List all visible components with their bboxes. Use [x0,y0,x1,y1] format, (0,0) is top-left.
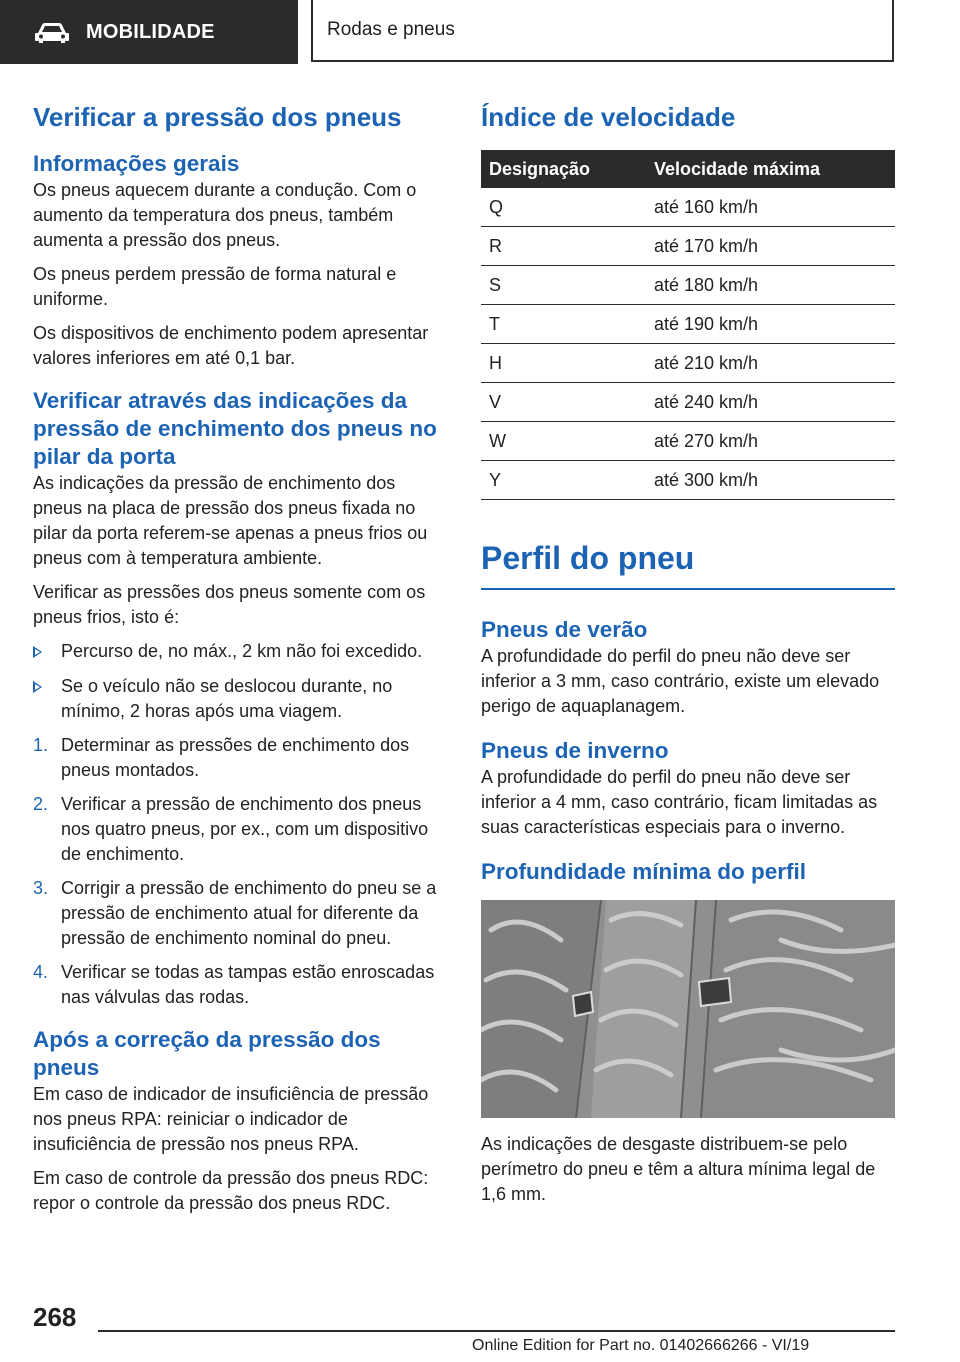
step-number: 2. [33,794,49,814]
paragraph: Em caso de controle da pressão dos pneus RDC: repor o controle da pressão dos pneus RDC. [33,1168,429,1213]
footer-divider [98,1330,895,1332]
header-chapter-label: Rodas e pneus [327,19,455,40]
bullet-item: Se o veículo não se deslocou durante, no mínimo, 2 horas após uma viagem. [33,674,448,724]
figure-caption: As indicações de desgaste distribuem-se pelo perímetro do pneu e têm a altura mínima legal de 1,6 mm. [481,1134,876,1204]
paragraph: A profundidade do perfil do pneu não deve ser inferior a 3 mm, caso contrário, existe um elevado perigo de aquaplanagem. [481,646,880,716]
heading-minimum-depth: Profundidade mínima do perfil [481,859,807,884]
heading-after-correction: Após a correção da pressão dos pneus [33,1027,381,1080]
heading-winter-tyres: Pneus de inverno [481,738,669,763]
paragraph: As indicações da pressão de enchimento dos pneus na placa de pressão dos pneus fixada no pilar da porta referem-se apenas a pneus frios ou pneus com à temperatura ambiente. [33,473,428,568]
section-title-pressure: Verificar a pressão dos pneus [33,102,402,132]
paragraph: Os pneus perdem pressão de forma natural e uniforme. [33,264,397,309]
paragraph: A profundidade do perfil do pneu não deve ser inferior a 4 mm, caso contrário, ficam limitadas as suas características especiais para o inverno. [481,767,878,837]
step-item: 1. Determinar as pressões de enchimento dos pneus montados. [33,733,448,783]
paragraph: Em caso de indicador de insuficiência de pressão nos pneus RPA: reiniciar o indicador de insuficiência de pressão nos pneus RPA. [33,1084,429,1154]
table-row: Q até 160 km/h [481,188,895,227]
header-section-label: MOBILIDADE [86,20,215,43]
table-row: T até 190 km/h [481,305,895,344]
bullet-item: Percurso de, no máx., 2 km não foi excedido. [33,639,448,665]
table-header-cell: Designação [481,150,634,188]
paragraph: Verificar as pressões dos pneus somente com os pneus frios, isto é: [33,582,426,627]
title-divider [481,588,895,590]
tyre-tread-wear-indicator-illustration [481,900,895,1118]
bullet-list [33,639,448,724]
step-item: 3. Corrigir a pressão de enchimento do pneu se a pressão de enchimento atual for diferente da pressão de enchimento nominal do pneu. [33,876,448,951]
right-column [481,100,895,1216]
left-column [33,100,448,1225]
step-number: 1. [33,735,49,755]
heading-summer-tyres: Pneus de verão [481,617,648,642]
step-number: 4. [33,962,49,982]
table-row: V até 240 km/h [481,383,895,422]
header-chapter-tab [311,0,894,62]
table-row: S até 180 km/h [481,266,895,305]
table-header-row [481,150,895,188]
header-section-tab [0,0,298,64]
section-title-speed-index: Índice de velocidade [481,102,736,132]
numbered-steps [33,733,448,1010]
speed-index-table [481,150,895,500]
heading-general-info: Informações gerais [33,151,240,176]
table-row: R até 170 km/h [481,227,895,266]
step-item: 2. Verificar a pressão de enchimento dos pneus nos quatro pneus, por ex., com um dispositivo de enchimento. [33,792,448,867]
triangle-bullet-icon [33,646,42,658]
table-row: W até 270 km/h [481,422,895,461]
step-item: 4. Verificar se todas as tampas estão enroscadas nas válvulas das rodas. [33,960,448,1010]
table-header-cell: Velocidade máxima [634,150,895,188]
paragraph: Os pneus aquecem durante a condução. Com o aumento da temperatura dos pneus, também aumenta a pressão dos pneus. [33,180,417,250]
heading-door-pillar-check: Verificar através das indicações da pressão de enchimento dos pneus no pilar da porta [33,388,437,469]
page-number: 268 [33,1302,77,1332]
paragraph: Os dispositivos de enchimento podem apresentar valores inferiores em até 0,1 bar. [33,323,429,368]
car-icon [34,20,70,44]
section-title-tyre-profile: Perfil do pneu [481,540,695,576]
footer-edition-text: Online Edition for Part no. 01402666266 - VI/19 [472,1337,810,1354]
table-row: H até 210 km/h [481,344,895,383]
table-row: Y até 300 km/h [481,461,895,500]
step-number: 3. [33,878,49,898]
triangle-bullet-icon [33,681,42,693]
